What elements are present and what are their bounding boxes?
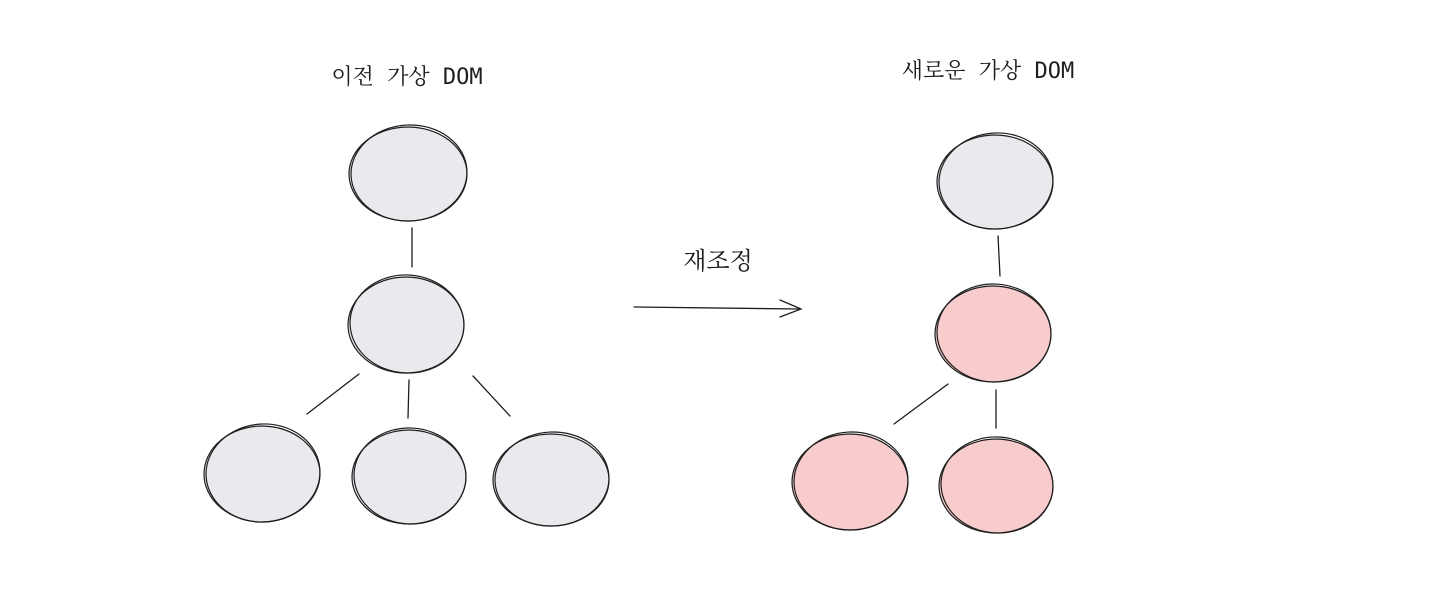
arrow-shaft xyxy=(634,307,800,309)
left-tree-nodes xyxy=(203,122,612,529)
left-node-leaf-2 xyxy=(352,425,469,527)
left-node-child xyxy=(347,271,468,377)
left-node-root xyxy=(349,122,470,224)
left-edge-child-leaf3 xyxy=(473,376,510,416)
left-node-leaf-1 xyxy=(203,420,324,526)
right-edge-root-child xyxy=(998,236,1000,276)
right-edge-child-leaf1 xyxy=(894,384,948,424)
right-tree-title: 새로운 가상 DOM xyxy=(901,59,1075,84)
right-node-root xyxy=(936,129,1056,233)
reconciliation-arrow xyxy=(634,247,801,317)
left-node-leaf-3 xyxy=(493,429,612,529)
left-tree-title: 이전 가상 DOM xyxy=(331,65,483,90)
right-node-leaf-1 xyxy=(792,429,911,533)
right-node-child xyxy=(935,281,1054,385)
left-edge-child-leaf2 xyxy=(408,380,409,418)
right-tree-nodes xyxy=(792,129,1057,537)
arrow-label: 재조정 xyxy=(683,247,753,275)
right-node-leaf-2 xyxy=(938,433,1056,537)
left-edge-child-leaf1 xyxy=(307,374,359,414)
